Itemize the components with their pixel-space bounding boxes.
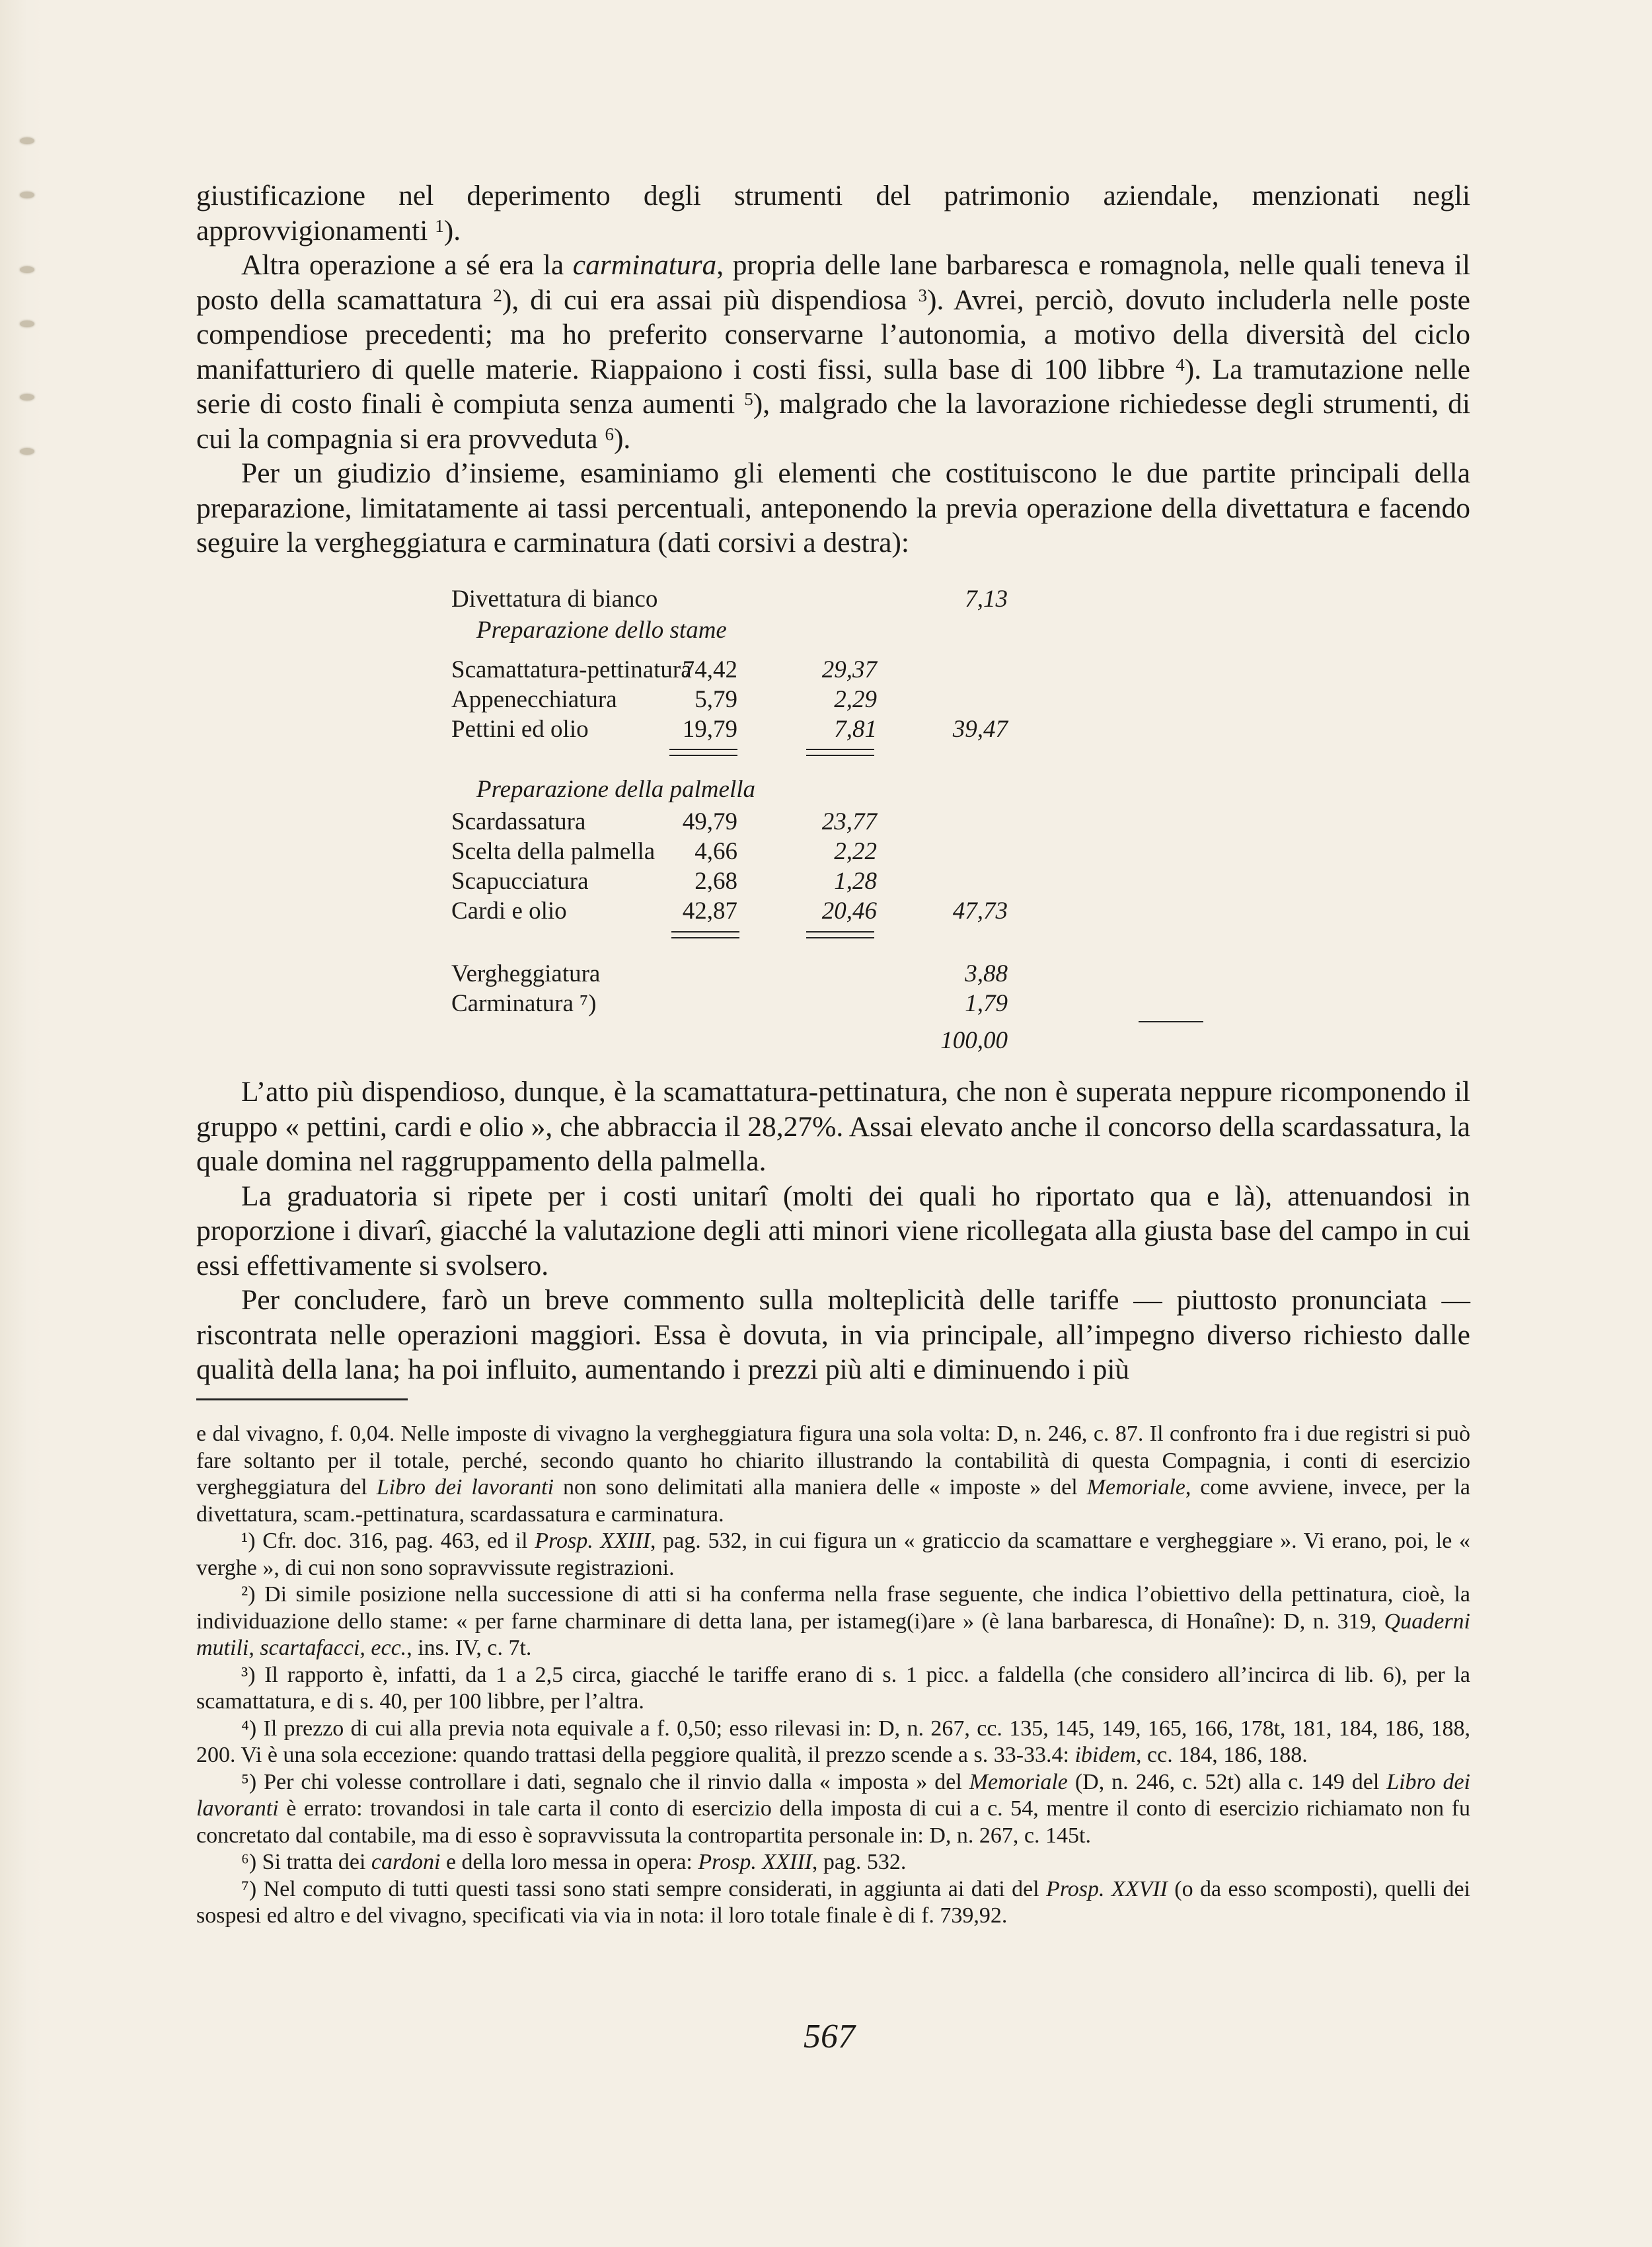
- binding-hole: [20, 266, 34, 273]
- footnote: ⁵) Per chi volesse controllare i dati, segnalo che il rinvio dalla « imposta » del Memoriale (D, n. 246, c. 52t) alla c. 149 del Libro dei lavoranti è errato: trovandosi in tale carta il conto di esercizio della imposta di cui a c. 54, mentre il conto di esercizio richiamato non fu concretato dal contabile, ma di esso è sopravvissuta la contropartita personale in: D, n. 267, c. 145t.: [196, 1769, 1471, 1848]
- italic-text: Prosp. XXIII: [698, 1850, 812, 1874]
- body-paragraph: L’atto più dispendioso, dunque, è la scamattatura-pettinatura, che non è superata neppure ricomponendo il gruppo « pettini, cardi e olio », che abbraccia il 28,27%. Assai elevato anche il concorso della scardassatura, la quale domina nel raggruppamento della palmella.: [196, 1076, 1470, 1177]
- italic-text: Memoriale: [1086, 1475, 1185, 1500]
- table-row: [451, 837, 1390, 867]
- body-paragraphs-before-table: [196, 178, 1470, 560]
- main-text: [196, 178, 1470, 560]
- italic-text: Quaderni mutili, scartafacci, ecc.: [196, 1609, 1470, 1660]
- row-label: Scapucciatura: [451, 868, 589, 895]
- row-label: Appenecchiatura: [451, 686, 617, 713]
- cell-col3-subtotal: 39,47: [952, 716, 1008, 743]
- cell-col3: 7,13: [965, 586, 1008, 613]
- table-row: [451, 989, 1390, 1019]
- footnote-ref: 2: [493, 285, 502, 305]
- italic-text: Prosp. XXVII: [1046, 1876, 1168, 1901]
- body-paragraph: Altra operazione a sé era la carminatura, propria delle lane barbaresca e romagnola, nelle quali teneva il posto della scamattatura $^2$), di cui era assai più dispendiosa $^3$). Avrei, perciò, dovuto includerla nelle poste compendiose precedenti; ma ho preferito conservarne l’autonomia, a motivo della diversità del ciclo manifatturiero di quelle materie. Riappaiono i costi fissi, sulla base di 100 libbre $^4$). La tramutazione nelle serie di costo finali è compiuta senza aumenti $^5$), malgrado che la lavorazione richiedesse degli strumenti, di cui la compagnia si era provveduta $^6$).: [196, 249, 1471, 455]
- row-label: Carminatura ⁷): [451, 990, 597, 1017]
- italic-text: cardoni: [371, 1850, 441, 1874]
- table-row: [451, 585, 1390, 615]
- footnote: ¹) Cfr. doc. 316, pag. 463, ed il Prosp. XXIII, pag. 532, in cui figura un « graticcio da scamattare e vergheggiare ». Vi erano, poi, le « verghe », di cui non sono sopravvissute registrazioni.: [196, 1529, 1470, 1580]
- body-paragraph: giustificazione nel deperimento degli strumenti del patrimonio aziendale, menzionati negli approvvigionamenti $^1$).: [196, 180, 1470, 247]
- cell-col2: 2,29: [834, 686, 877, 713]
- body-paragraph: La graduatoria si ripete per i costi unitarî (molti dei quali ho riportato qua e là), attenuandosi in proporzione i divarî, giacché la valutazione degli atti minori viene ricollegata alla giusta base del campo in cui essi effettivamente si svolsero.: [196, 1180, 1470, 1281]
- italic-text: ibidem: [1074, 1743, 1137, 1767]
- italic-text: carminatura: [572, 249, 717, 281]
- table-row: [451, 867, 1390, 897]
- section-label: Preparazione della palmella: [476, 776, 756, 803]
- body-paragraph: Per concludere, farò un breve commento sulla molteplicità delle tariffe — piuttosto pronunciata — riscontrata nelle operazioni maggiori. Essa è dovuta, in via principale, all’impegno diverso richiesto dalle qualità della lana; ha poi influito, aumentando i prezzi più alti e diminuendo i più: [196, 1284, 1470, 1385]
- footnote-ref: 1: [435, 215, 444, 236]
- double-rule: [806, 931, 874, 938]
- footnote: ⁴) Il prezzo di cui alla previa nota equivale a f. 0,50; esso rilevasi in: D, n. 267, cc. 135, 145, 149, 165, 166, 178t, 181, 184, 186, 188, 200. Vi è una sola eccezione: quando trattasi della peggiore qualità, il prezzo scende a s. 33-33.4: ibidem, cc. 184, 186, 188.: [196, 1716, 1470, 1767]
- footnote-ref: 5: [744, 389, 753, 409]
- row-label: Scamattatura-pettinatura: [451, 656, 692, 683]
- cell-col1: 74,42: [682, 656, 737, 683]
- footnote: e dal vivagno, f. 0,04. Nelle imposte di vivagno la vergheggiatura figura una sola volta: D, n. 246, c. 87. Il confronto fra i due registri si può fare soltanto per il totale, perché, secondo quanto ho chiarito illustrando la contabilità di questa Compagnia, i conti di esercizio vergheggiatura del Libro dei lavoranti non sono delimitati alla maniera delle « imposte » del Memoriale, come avviene, invece, per la divettatura, scam.-pettinatura, scardassatura e carminatura.: [196, 1422, 1471, 1527]
- double-rule: [669, 749, 737, 756]
- cell-col1: 42,87: [682, 897, 737, 925]
- cell-col2: 1,28: [834, 868, 877, 895]
- cell-col1: 49,79: [682, 808, 737, 835]
- cell-col2: 7,81: [834, 716, 877, 743]
- footnote-ref: 6: [605, 424, 614, 444]
- footnote: ⁷) Nel computo di tutti questi tassi sono stati sempre considerati, in aggiunta ai dati del Prosp. XXVII (o da esso scomposti), quelli dei sospesi ed altro e del vivagno, specificati via via in nota: il loro totale finale è di f. 739,92.: [196, 1876, 1471, 1928]
- italic-text: Memoriale: [969, 1769, 1068, 1794]
- cell-col1: 19,79: [682, 716, 737, 743]
- cell-col2: 2,22: [834, 838, 877, 865]
- cell-grand-total: 100,00: [940, 1027, 1008, 1054]
- double-rule: [806, 749, 874, 756]
- page-number: 567: [804, 2018, 855, 2055]
- table-section-heading: [451, 775, 1390, 805]
- italic-text: Libro dei lavoranti: [196, 1769, 1471, 1821]
- footnote: ³) Il rapporto è, infatti, da 1 a 2,5 circa, giacché le tariffe erano di s. 1 picc. a faldella (che considero all’incirca di lib. 6), per la scamattatura, e di s. 40, per 100 libbre, per l’altra.: [196, 1662, 1470, 1714]
- double-rule: [671, 931, 739, 938]
- cell-col1: 5,79: [695, 686, 737, 713]
- table-section-heading: [451, 616, 1390, 646]
- cell-col1: 4,66: [695, 838, 737, 865]
- italic-text: Prosp. XXIII: [535, 1529, 650, 1553]
- row-label: Scardassatura: [451, 808, 586, 835]
- row-label: Scelta della palmella: [451, 838, 656, 865]
- total-rule: [1139, 1021, 1203, 1022]
- cell-col3: 1,79: [965, 990, 1008, 1017]
- table-total-row: [451, 1026, 1390, 1056]
- binding-hole: [20, 448, 34, 455]
- binding-hole: [20, 137, 34, 144]
- binding-hole: [20, 394, 34, 400]
- table-row: [451, 897, 1390, 927]
- main-text-continued: [196, 1075, 1470, 1387]
- page-binding-edge: [0, 0, 46, 2247]
- table-row: [451, 715, 1390, 745]
- cell-col3: 3,88: [965, 960, 1008, 987]
- italic-text: Libro dei lavoranti: [376, 1475, 554, 1500]
- cell-col2: 20,46: [821, 897, 877, 925]
- cell-col3-subtotal: 47,73: [952, 897, 1008, 925]
- binding-hole: [20, 192, 34, 198]
- footnote-separator: [196, 1398, 408, 1400]
- table-row: [451, 685, 1390, 715]
- body-paragraphs-after-table: [196, 1075, 1470, 1387]
- row-label: Cardi e olio: [451, 897, 567, 925]
- body-paragraph: Per un giudizio d’insieme, esaminiamo gli elementi che costituiscono le due partite principali della preparazione, limitatamente ai tassi percentuali, anteponendo la previa operazione della divettatura e facendo seguire la vergheggiatura e carminatura (dati corsivi a destra):: [196, 457, 1470, 558]
- footnote-list: [196, 1421, 1470, 1930]
- footnote-ref: 3: [918, 285, 927, 305]
- cell-col1: 2,68: [695, 868, 737, 895]
- binding-hole: [20, 321, 34, 327]
- footnotes: [196, 1421, 1470, 1930]
- section-label: Preparazione dello stame: [476, 617, 727, 644]
- table-row: [451, 960, 1390, 989]
- table-row: [451, 808, 1390, 837]
- footnote: ⁶) Si tratta dei cardoni e della loro messa in opera: Prosp. XXIII, pag. 532.: [241, 1850, 907, 1874]
- footnote-ref: 4: [1176, 354, 1185, 375]
- cell-col2: 23,77: [821, 808, 877, 835]
- cell-col2: 29,37: [821, 656, 877, 683]
- row-label: Divettatura di bianco: [451, 586, 658, 613]
- footnote: ²) Di simile posizione nella successione di atti si ha conferma nella frase seguente, che indica l’obiettivo della pettinatura, cioè, la individuazione dello stame: « per farne charminare di detta lana, per istameg(i)are » (è lana barbaresca, di Honaîne): D, n. 319, Quaderni mutili, scartafacci, ecc., ins. IV, c. 7t.: [196, 1582, 1470, 1660]
- row-label: Pettini ed olio: [451, 716, 589, 743]
- table-row: [451, 656, 1390, 685]
- row-label: Vergheggiatura: [451, 960, 601, 987]
